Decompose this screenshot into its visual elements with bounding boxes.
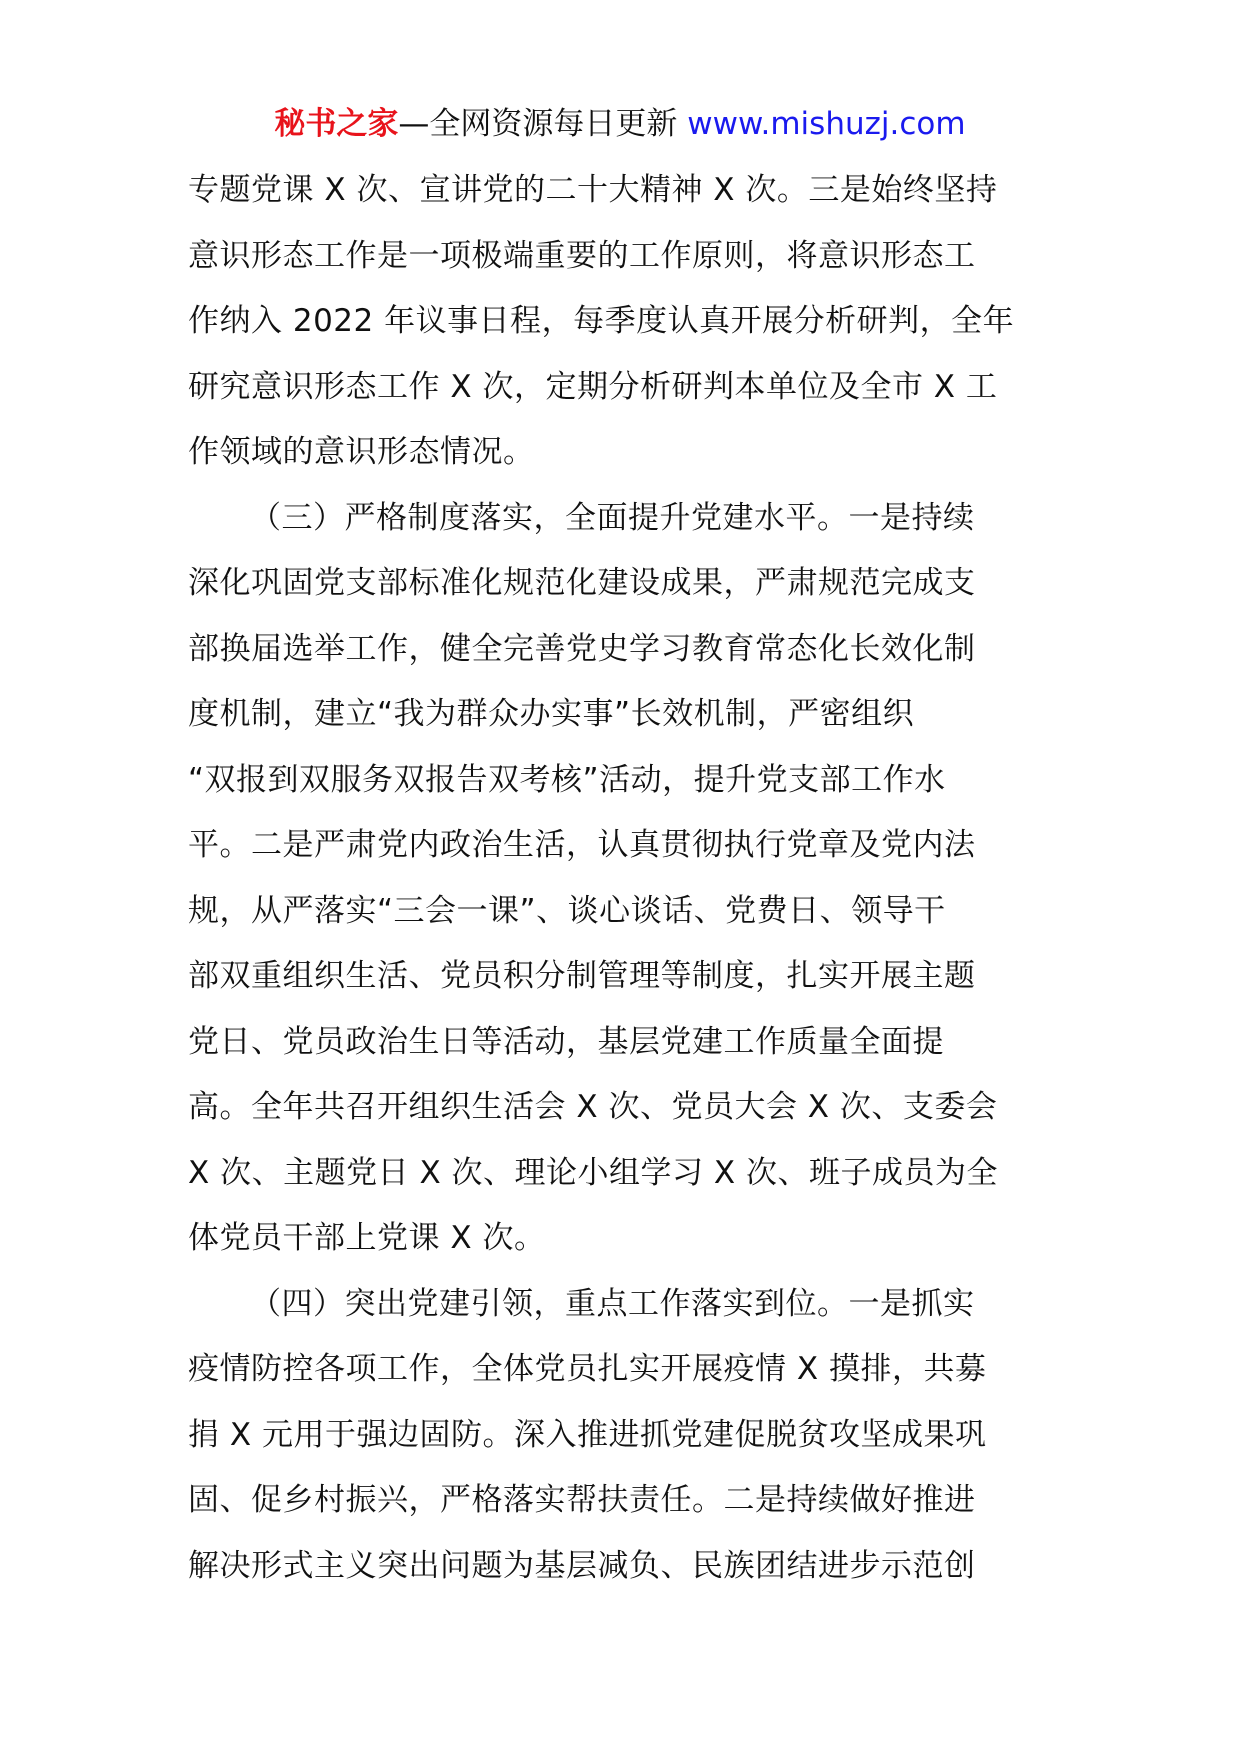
- text-line: 部换届选举工作，健全完善党史学习教育常态化长效化制: [188, 630, 976, 667]
- text-line: “双报到双服务双报告双考核”活动，提升党支部工作水: [188, 761, 946, 798]
- brand-name: 秘书之家: [274, 106, 399, 142]
- site-url-link[interactable]: www.mishuzj.com: [687, 106, 966, 142]
- text-line: 捐 X 元用于强边固防。深入推进抓党建促脱贫攻坚成果巩: [188, 1416, 987, 1453]
- site-header: [0, 104, 1240, 144]
- section-heading-3: （三）严格制度落实，全面提升党建水平。一是持续: [250, 499, 975, 536]
- text-line: 高。全年共召开组织生活会 X 次、党员大会 X 次、支委会: [188, 1089, 998, 1125]
- text-line: 体党员干部上党课 X 次。: [188, 1220, 546, 1256]
- text-line: 深化巩固党支部标准化规范化建设成果，严肃规范完成支: [188, 565, 976, 601]
- section-heading-4: （四）突出党建引领，重点工作落实到位。一是抓实: [250, 1285, 975, 1322]
- document-body: [188, 158, 1054, 1599]
- text-line: 党日、党员政治生日等活动，基层党建工作质量全面提: [188, 1023, 944, 1060]
- text-line: 度机制，建立“我为群众办实事”长效机制，严密组织: [188, 696, 915, 732]
- text-line: X 次、主题党日 X 次、理论小组学习 X 次、班子成员为全: [188, 1154, 998, 1191]
- text-line: 规，从严落实“三会一课”、谈心谈话、党费日、领导干: [188, 892, 946, 929]
- text-line: 固、促乡村振兴，严格落实帮扶责任。二是持续做好推进: [188, 1482, 976, 1518]
- text-line: 专题党课 X 次、宣讲党的二十大精神 X 次。三是始终坚持: [188, 172, 998, 208]
- header-tagline: —全网资源每日更新: [398, 106, 678, 142]
- text-line: 部双重组织生活、党员积分制管理等制度，扎实开展主题: [188, 958, 976, 994]
- text-line: 疫情防控各项工作，全体党员扎实开展疫情 X 摸排，共募: [188, 1351, 987, 1387]
- text-line: 平。二是严肃党内政治生活，认真贯彻执行党章及党内法: [188, 827, 976, 863]
- text-line: 研究意识形态工作 X 次，定期分析研判本单位及全市 X 工: [188, 368, 998, 405]
- text-line: 作领域的意识形态情况。: [188, 434, 535, 470]
- text-line: 意识形态工作是一项极端重要的工作原则，将意识形态工: [188, 237, 976, 274]
- text-line: 解决形式主义突出问题为基层减负、民族团结进步示范创: [188, 1547, 976, 1584]
- text-line: 作纳入 2022 年议事日程，每季度认真开展分析研判，全年: [188, 303, 1015, 339]
